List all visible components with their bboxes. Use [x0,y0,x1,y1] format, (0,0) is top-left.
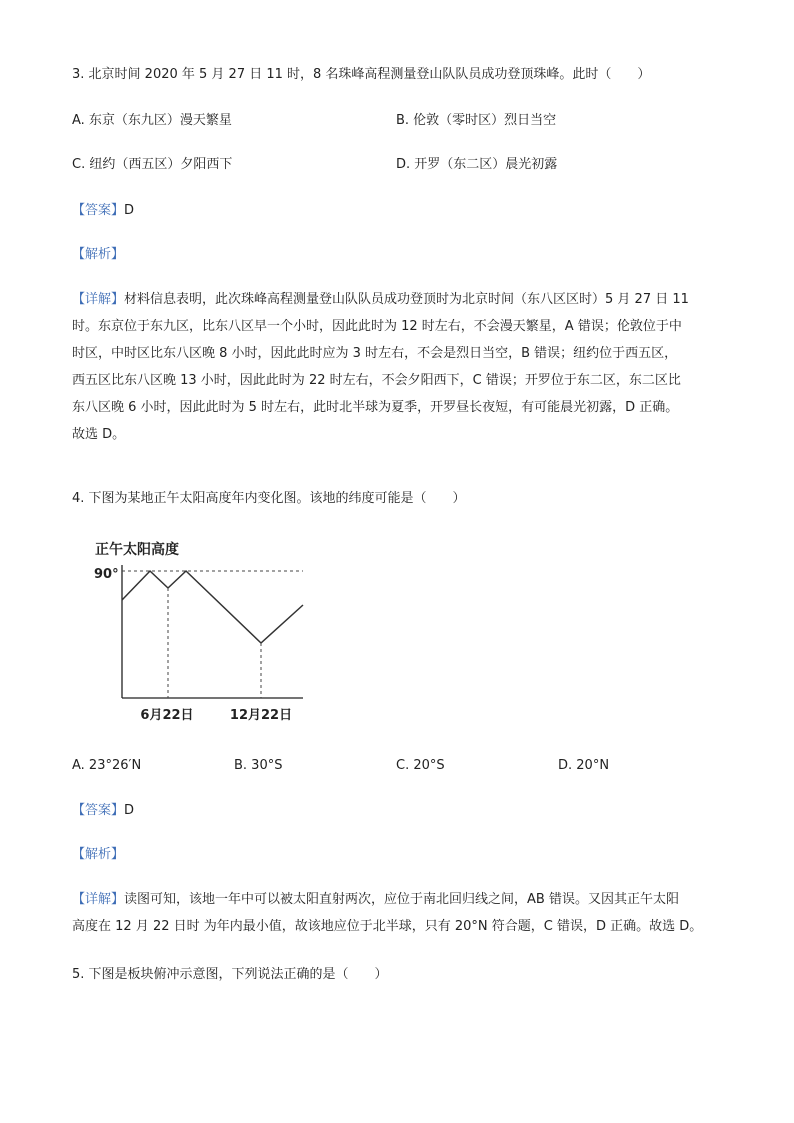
q3-analysis-label: 【解析】 [72,247,125,262]
answer-value: D [124,803,135,818]
q3-stem: 3. 北京时间 2020 年 5 月 27 日 11 时，8 名珠峰高程测量登山队队员成功登顶珠峰。此时（ ） [72,67,651,82]
q3-detail [72,286,724,448]
detail-line: 时区，中时区比东八区晚 8 小时，因此此时应为 3 时左右，不会是烈日当空，B 错误；纽约位于西五区， [72,346,678,361]
q5-stem: 5. 下图是板块俯冲示意图，下列说法正确的是（ ） [72,967,388,982]
q4-analysis-label: 【解析】 [72,847,125,862]
q4-option-a: A. 23°26′N [72,758,142,773]
xtick-june-22: 6月22日 [140,708,194,723]
q4-option-b: B. 30°S [234,758,283,773]
xtick-december-22: 12月22日 [229,708,293,723]
answer-value: D [124,203,135,218]
sun-altitude-figure [86,530,326,730]
detail-line: 故选 D。 [72,427,126,442]
answer-label: 【答案】 [72,203,125,218]
q4-answer [72,802,134,820]
q4-stem: 4. 下图为某地正午太阳高度年内变化图。该地的纬度可能是（ ） [72,491,466,506]
detail-line: 时。东京位于东九区，比东八区早一个小时，因此此时为 12 时左右，不会漫天繁星，A 错误；伦敦位于中 [72,319,682,334]
q3-answer [72,202,134,220]
q3-option-c: C. 纽约（西五区）夕阳西下 [72,157,233,172]
noon-sun-altitude-curve [122,571,303,643]
detail-line: 高度在 12 月 22 日时 为年内最小值，故该地应位于北半球，只有 20°N 符合题，C 错误，D 正确。故选 D。 [72,919,703,934]
figure-ytick: 90° [94,567,119,582]
detail-label: 【详解】 [72,292,125,307]
q3-option-b: B. 伦敦（零时区）烈日当空 [396,113,557,128]
q3-option-a: A. 东京（东九区）漫天繁星 [72,113,232,128]
detail-line: 【详解】读图可知，该地一年中可以被太阳直射两次，应位于南北回归线之间，AB 错误。又因其正午太阳 [72,892,679,907]
answer-label: 【答案】 [72,803,125,818]
figure-ylabel: 正午太阳高度 [95,542,179,558]
q4-detail [72,886,724,940]
q4-option-d: D. 20°N [558,758,610,773]
q3-option-d: D. 开罗（东二区）晨光初露 [396,157,558,172]
detail-line: 东八区晚 6 小时，因此此时为 5 时左右，此时北半球为夏季，开罗昼长夜短，有可能晨光初露，D 正确。 [72,400,679,415]
detail-label: 【详解】 [72,892,125,907]
detail-line: 【详解】材料信息表明，此次珠峰高程测量登山队队员成功登顶时为北京时间（东八区区时）5 月 27 日 11 [72,292,689,307]
q4-option-c: C. 20°S [396,758,445,773]
detail-line: 西五区比东八区晚 13 小时，因此此时为 22 时左右，不会夕阳西下，C 错误；开罗位于东二区，东二区比 [72,373,681,388]
